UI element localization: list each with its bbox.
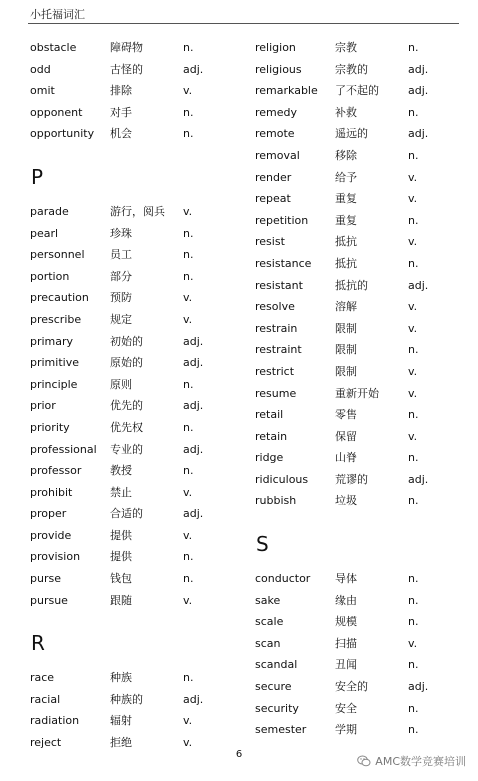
vocab-word: remarkable [255, 84, 318, 98]
vocab-entry [255, 611, 455, 633]
vocab-word: retail [255, 408, 284, 422]
vocab-entry [30, 503, 230, 525]
vocab-meaning: 优先权 [110, 420, 143, 434]
wechat-icon [357, 754, 371, 768]
vocab-meaning: 机会 [110, 127, 132, 141]
part-of-speech: v. [408, 300, 418, 314]
vocab-meaning: 跟随 [110, 593, 132, 607]
vocab-entry [30, 689, 230, 711]
part-of-speech: n. [408, 494, 419, 508]
vocab-word: resume [255, 386, 297, 400]
vocab-entry [30, 331, 230, 353]
header-rule [28, 23, 459, 24]
part-of-speech: v. [408, 636, 418, 650]
part-of-speech: n. [183, 420, 194, 434]
part-of-speech: adj. [183, 399, 204, 413]
vocab-meaning: 遥远的 [335, 127, 368, 141]
vocab-entry [30, 395, 230, 417]
vocab-meaning: 安全的 [335, 680, 368, 694]
vocab-meaning: 珍珠 [110, 226, 132, 240]
vocab-meaning: 古怪的 [110, 62, 143, 76]
vocab-word: primary [30, 334, 74, 348]
part-of-speech: v. [183, 84, 193, 98]
vocab-entry [255, 37, 455, 59]
vocab-meaning: 荒谬的 [335, 472, 368, 486]
vocab-entry [255, 568, 455, 590]
part-of-speech: adj. [408, 278, 429, 292]
vocab-entry [30, 287, 230, 309]
vocab-word: religion [255, 41, 296, 54]
vocab-meaning: 部分 [110, 269, 132, 283]
vocab-meaning: 原则 [110, 377, 132, 391]
vocab-meaning: 规定 [110, 312, 132, 326]
vocab-meaning: 初始的 [110, 334, 143, 348]
vocab-meaning: 游行，阅兵 [110, 204, 165, 218]
vocab-word: sake [255, 593, 281, 607]
vocab-entry [30, 201, 230, 223]
vocab-entry [255, 698, 455, 720]
vocab-entry [255, 590, 455, 612]
vocab-entry [30, 123, 230, 145]
vocab-meaning: 扫描 [335, 636, 357, 650]
vocab-word: priority [30, 420, 70, 434]
section-letter: S [256, 532, 269, 557]
watermark-text: AMC数学竞赛培训 [375, 755, 466, 768]
vocab-word: security [255, 701, 299, 715]
vocab-entry [255, 59, 455, 81]
vocab-meaning: 专业的 [110, 442, 143, 456]
vocab-meaning: 提供 [110, 550, 132, 564]
vocab-entry [255, 167, 455, 189]
part-of-speech: v. [408, 321, 418, 335]
part-of-speech: adj. [183, 507, 204, 521]
vocab-meaning: 重复 [335, 192, 357, 206]
vocab-word: restrain [255, 321, 298, 335]
part-of-speech: n. [183, 248, 194, 262]
vocab-word: professor [30, 464, 82, 478]
vocab-word: semester [255, 723, 307, 737]
vocab-meaning: 限制 [335, 321, 357, 335]
vocab-entry [30, 244, 230, 266]
vocab-word: reject [30, 736, 62, 750]
vocab-word: pursue [30, 593, 68, 607]
part-of-speech: v. [408, 192, 418, 206]
vocab-meaning: 排除 [110, 84, 132, 98]
part-of-speech: n. [408, 723, 419, 737]
vocab-word: pearl [30, 226, 59, 240]
vocab-meaning: 限制 [335, 343, 357, 357]
part-of-speech: n. [183, 41, 194, 54]
vocab-word: restraint [255, 343, 302, 357]
vocab-word: resistance [255, 256, 312, 270]
vocab-meaning: 预防 [110, 291, 132, 305]
vocab-word: scandal [255, 658, 298, 672]
part-of-speech: n. [183, 377, 194, 391]
vocab-meaning: 抵抗的 [335, 278, 368, 292]
part-of-speech: n. [408, 408, 419, 422]
part-of-speech: v. [183, 291, 193, 305]
part-of-speech: n. [408, 658, 419, 672]
vocab-column-right [255, 37, 455, 741]
vocab-meaning: 学期 [335, 723, 357, 737]
part-of-speech: adj. [183, 334, 204, 348]
part-of-speech: adj. [183, 62, 204, 76]
vocab-word: primitive [30, 356, 79, 370]
vocab-meaning: 缘由 [335, 593, 357, 607]
vocab-word: race [30, 671, 55, 685]
vocab-entry [255, 426, 455, 448]
vocab-meaning: 重复 [335, 213, 357, 227]
part-of-speech: n. [408, 451, 419, 465]
vocab-meaning: 丑闻 [335, 658, 357, 672]
vocab-entry [255, 676, 455, 698]
vocab-word: principle [30, 377, 78, 391]
section-letter: R [31, 631, 45, 656]
part-of-speech: adj. [408, 472, 429, 486]
vocab-entry [30, 374, 230, 396]
vocab-meaning: 安全 [335, 701, 357, 715]
vocab-meaning: 抵抗 [335, 235, 357, 249]
vocab-word: radiation [30, 714, 80, 728]
vocab-meaning: 规模 [335, 615, 357, 629]
vocab-word: repeat [255, 192, 291, 206]
part-of-speech: adj. [183, 356, 204, 370]
part-of-speech: n. [408, 343, 419, 357]
vocab-entry [30, 80, 230, 102]
vocab-entry [30, 439, 230, 461]
vocab-entry [255, 469, 455, 491]
vocab-word: resist [255, 235, 285, 249]
part-of-speech: n. [408, 615, 419, 629]
vocab-word: repetition [255, 213, 309, 227]
part-of-speech: v. [408, 170, 418, 184]
vocab-entry [255, 231, 455, 253]
header-title: 小托福词汇 [30, 8, 85, 21]
vocab-word: personnel [30, 248, 85, 262]
vocab-entry [255, 447, 455, 469]
vocab-word: prior [30, 399, 56, 413]
vocab-word: prescribe [30, 312, 82, 326]
vocab-meaning: 给予 [335, 170, 357, 184]
vocab-entry [255, 210, 455, 232]
vocab-word: conductor [255, 572, 311, 586]
vocab-meaning: 导体 [335, 572, 357, 586]
vocab-word: scale [255, 615, 284, 629]
vocab-entry [30, 223, 230, 245]
vocab-meaning: 辐射 [110, 714, 132, 728]
vocab-entry [255, 296, 455, 318]
part-of-speech: n. [183, 127, 194, 141]
vocab-word: ridiculous [255, 472, 309, 486]
vocab-entry [30, 266, 230, 288]
part-of-speech: v. [408, 235, 418, 249]
vocab-entry [255, 383, 455, 405]
vocab-word: proper [30, 507, 67, 521]
vocab-word: racial [30, 692, 61, 706]
vocab-entry [255, 404, 455, 426]
vocab-entry [255, 654, 455, 676]
vocab-word: opponent [30, 105, 83, 119]
vocab-entry [30, 667, 230, 689]
part-of-speech: n. [183, 269, 194, 283]
vocab-meaning: 抵抗 [335, 256, 357, 270]
vocab-entry [30, 460, 230, 482]
vocab-meaning: 禁止 [110, 485, 132, 499]
vocab-entry [30, 59, 230, 81]
vocab-meaning: 重新开始 [335, 386, 379, 400]
vocab-entry [255, 145, 455, 167]
vocab-word: omit [30, 84, 55, 98]
part-of-speech: adj. [183, 692, 204, 706]
vocab-meaning: 教授 [110, 464, 132, 478]
vocab-word: remote [255, 127, 295, 141]
part-of-speech: n. [408, 105, 419, 119]
vocab-meaning: 障碍物 [110, 41, 143, 54]
vocab-word: retain [255, 429, 288, 443]
watermark [357, 753, 466, 769]
part-of-speech: n. [408, 213, 419, 227]
vocab-entry [30, 37, 230, 59]
vocab-meaning: 优先的 [110, 399, 143, 413]
vocab-word: precaution [30, 291, 89, 305]
part-of-speech: v. [183, 485, 193, 499]
vocab-meaning: 员工 [110, 248, 132, 262]
part-of-speech: n. [183, 105, 194, 119]
part-of-speech: n. [408, 148, 419, 162]
vocab-entry [255, 339, 455, 361]
part-of-speech: n. [408, 701, 419, 715]
vocab-entry [255, 318, 455, 340]
part-of-speech: v. [183, 593, 193, 607]
vocab-entry [255, 361, 455, 383]
vocab-meaning: 对手 [110, 105, 132, 119]
part-of-speech: v. [183, 528, 193, 542]
vocab-meaning: 种族 [110, 671, 132, 685]
vocab-word: remedy [255, 105, 298, 119]
part-of-speech: v. [183, 312, 193, 326]
part-of-speech: adj. [408, 127, 429, 141]
vocab-entry [30, 590, 230, 612]
vocab-word: removal [255, 148, 300, 162]
part-of-speech: v. [408, 429, 418, 443]
vocab-meaning: 垃圾 [335, 494, 357, 508]
part-of-speech: v. [183, 204, 193, 218]
vocab-entry [255, 253, 455, 275]
vocab-word: opportunity [30, 127, 95, 141]
vocab-meaning: 宗教 [335, 41, 357, 54]
vocab-entry [30, 352, 230, 374]
vocab-entry [255, 275, 455, 297]
part-of-speech: n. [183, 550, 194, 564]
vocab-entry [255, 102, 455, 124]
part-of-speech: n. [183, 671, 194, 685]
part-of-speech: n. [408, 593, 419, 607]
part-of-speech: v. [408, 364, 418, 378]
vocab-meaning: 原始的 [110, 356, 143, 370]
vocab-word: obstacle [30, 41, 77, 54]
vocab-entry [255, 188, 455, 210]
vocab-word: religious [255, 62, 302, 76]
vocab-word: rubbish [255, 494, 297, 508]
vocab-word: resistant [255, 278, 303, 292]
vocab-meaning: 补救 [335, 105, 357, 119]
vocab-meaning: 合适的 [110, 507, 143, 521]
vocab-entry [30, 568, 230, 590]
vocab-word: portion [30, 269, 70, 283]
vocab-meaning: 拒绝 [110, 736, 132, 750]
vocab-entry [30, 546, 230, 568]
vocab-meaning: 钱包 [110, 572, 132, 586]
part-of-speech: v. [183, 736, 193, 750]
page-number: 6 [235, 749, 243, 760]
part-of-speech: adj. [408, 680, 429, 694]
vocab-meaning: 种族的 [110, 692, 143, 706]
vocab-entry [30, 710, 230, 732]
part-of-speech: adj. [408, 62, 429, 76]
vocab-word: scan [255, 636, 281, 650]
vocab-meaning: 了不起的 [335, 84, 379, 98]
vocab-word: odd [30, 62, 51, 76]
vocab-entry [30, 482, 230, 504]
part-of-speech: n. [408, 41, 419, 54]
vocab-entry [30, 417, 230, 439]
vocab-meaning: 提供 [110, 528, 132, 542]
vocab-word: secure [255, 680, 292, 694]
vocab-entry [30, 525, 230, 547]
part-of-speech: adj. [408, 84, 429, 98]
part-of-speech: n. [408, 572, 419, 586]
part-of-speech: n. [183, 226, 194, 240]
vocab-word: professional [30, 442, 97, 456]
part-of-speech: adj. [183, 442, 204, 456]
vocab-entry [255, 80, 455, 102]
vocab-meaning: 溶解 [335, 300, 357, 314]
vocab-word: render [255, 170, 292, 184]
part-of-speech: n. [408, 256, 419, 270]
vocab-meaning: 宗教的 [335, 62, 368, 76]
vocab-meaning: 移除 [335, 148, 357, 162]
vocab-entry [255, 633, 455, 655]
part-of-speech: v. [408, 386, 418, 400]
vocab-word: prohibit [30, 485, 73, 499]
vocab-meaning: 山脊 [335, 451, 357, 465]
vocab-entry [30, 309, 230, 331]
part-of-speech: n. [183, 572, 194, 586]
vocab-entry [255, 123, 455, 145]
vocab-word: parade [30, 204, 69, 218]
vocab-column-left [30, 37, 230, 754]
vocab-entry [255, 719, 455, 741]
vocab-word: resolve [255, 300, 295, 314]
vocab-meaning: 保留 [335, 429, 357, 443]
vocab-word: provision [30, 550, 81, 564]
vocab-entry [30, 102, 230, 124]
vocab-word: ridge [255, 451, 284, 465]
section-letter: P [31, 164, 44, 189]
vocab-word: purse [30, 572, 61, 586]
vocab-word: provide [30, 528, 72, 542]
part-of-speech: n. [183, 464, 194, 478]
vocab-meaning: 限制 [335, 364, 357, 378]
vocab-word: restrict [255, 364, 295, 378]
vocab-meaning: 零售 [335, 408, 357, 422]
vocab-entry [255, 490, 455, 512]
part-of-speech: v. [183, 714, 193, 728]
